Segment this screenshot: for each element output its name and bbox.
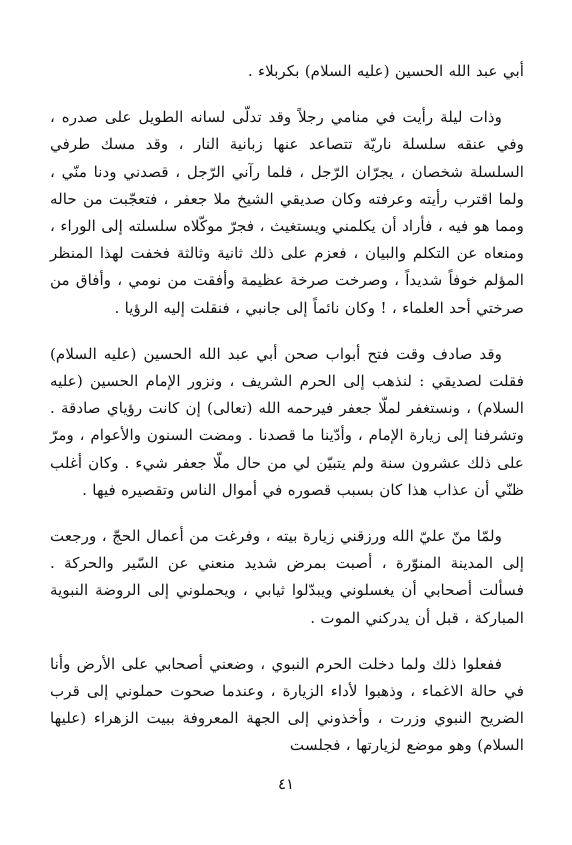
paragraph-visit-shrine: وقد صادف وقت فتح أبواب صحن أبي عبد الله الحسين (عليه السلام) فقلت لصديقي : لنذهب إلى الحرم الشريف ، ونزور الإمام الحسين (عليه السلام) ، ونستغفر لملّا جعفر فيرحمه الله (تعالى) إن كانت رؤياي صادقة . وتشرفنا إلى زيارة الإمام ، وأدّينا ما قصدنا . ومضت السنون والأعوام ، ومرّ على ذلك عشرون سنة ولم يتبيّن لي من حال ملّا جعفر شيء . وكان أغلب ظنّي أن عذاب هذا كان بسبب قصوره في أموال الناس وتقصيره فيها . [50,344,524,499]
body-text [50,58,524,760]
paragraph-prophet-shrine: ففعلوا ذلك ولما دخلت الحرم النبوي ، وضعني أصحابي على الأرض وأنا في حالة الاغماء ، وذهبوا لأداء الزيارة ، وعندما صحوت حملوني إلى قرب الضريح النبوي وزرت ، وأخذوني إلى الجهة المعروفة ببيت الزهراء (عليها السلام) وهو موضع لزيارتها ، فجلست [50,654,524,755]
page-number: ٤١ [277,775,295,793]
paragraph-continuation: أبي عبد الله الحسين (عليه السلام) بكربلاء . [247,62,524,80]
paragraph-dream: وذات ليلة رأيت في منامي رجلاً وقد تدلّى لسانه الطويل على صدره ، وفي عنقه سلسلة ناريّة تتصاعد عنها زبانية النار ، وقد مسك طرفي السلسلة شخصان ، يجرّان الرّجل ، فلما رآني الرّجل ، قصدني ودنا منّي ، ولما اقترب رأيته وعرفته وكان صديقي الشيخ ملا جعفر ، فتعجّبت من حاله ومما هو فيه ، فأراد أن يكلمني ويستغيث ، فجرّ موكّلاه سلسلته إلى الوراء ، ومنعاه عن التكلم والبيان ، فعزم على ذلك ثانية وثالثة فخفت لهذا المنظر المؤلم خوفاً شديداً ، وصرخت صرخة عظيمة وأفقت من نومي ، وأفاق من صرختي أحد العلماء ، ! وكان نائماً إلى جانبي ، فنقلت إليه الرؤيا . [50,108,524,317]
paragraph-illness-medina: ولمّا منّ عليّ الله ورزقني زيارة بيته ، وفرغت من أعمال الحجّ ، ورجعت إلى المدينة المنوّرة ، أصبت بمرض شديد منعني عن السّير والحركة . فسألت أصحابي أن يغسلوني ويبدّلوا ثيابي ، ويحملوني إلى الروضة النبوية المباركة ، قبل أن يدركني الموت . [50,527,524,627]
